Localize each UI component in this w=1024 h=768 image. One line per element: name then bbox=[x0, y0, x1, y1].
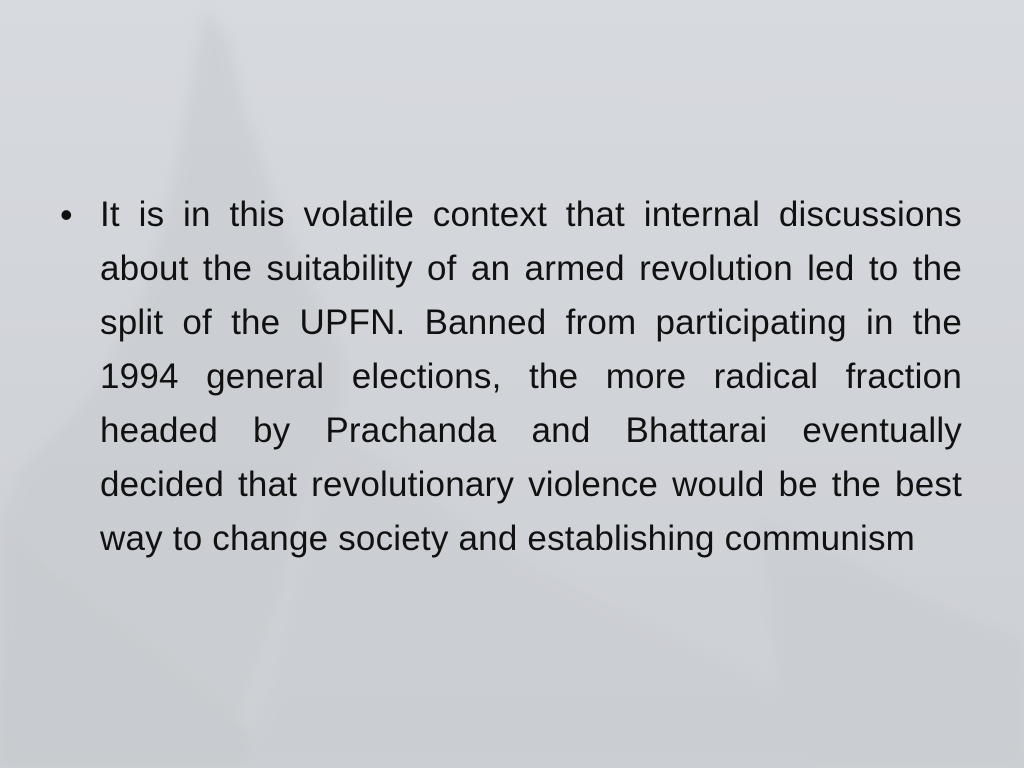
bullet-marker: • bbox=[60, 194, 73, 235]
bullet-paragraph: It is in this volatile context that internal discussions about the suitability of an armed revolution led to the split of the UPFN. Banned from participating in the 1994 general elections, the more radical fraction headed by Prachanda and Bhattarai eventually decided that revolutionary violence would be the best way to change society and establishing communism bbox=[100, 195, 962, 558]
content-area bbox=[60, 188, 962, 566]
bullet-item bbox=[60, 188, 962, 566]
